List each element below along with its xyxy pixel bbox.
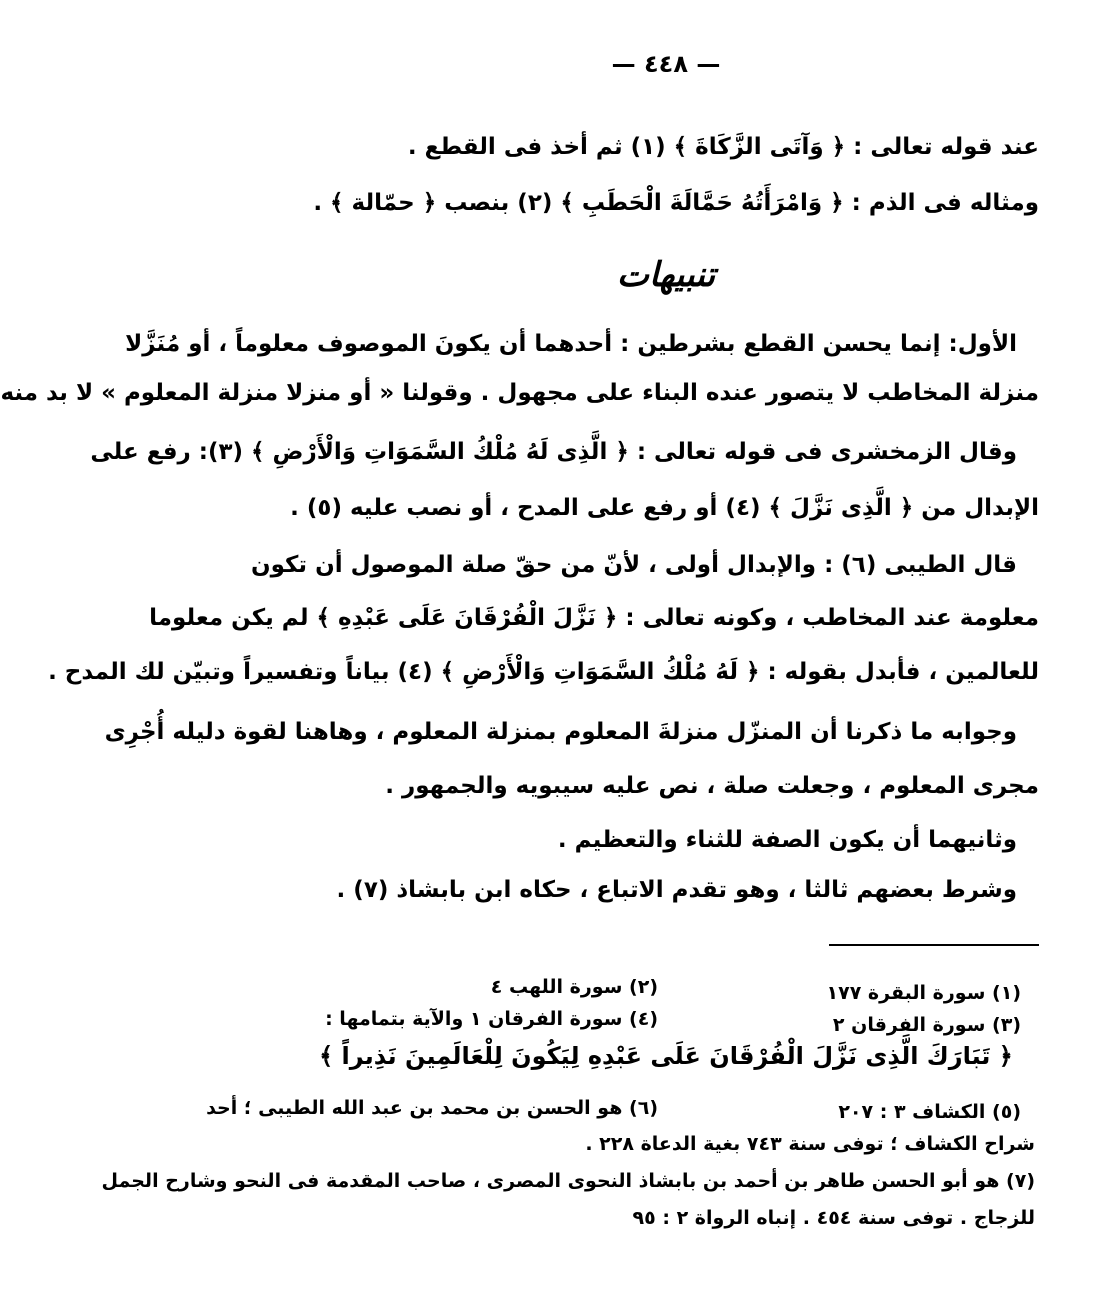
- body-line-5: قال الطيبى (٦) : والإبدال أولى ، لأنّ من حقّ صلة الموصول أن تكون: [251, 552, 1017, 578]
- footnote-7-line-1: (٧) هو أبو الحسن طاهر بن أحمد بن بابشاذ النحوى المصرى ، صاحب المقدمة فى النحو وشارح الجمل: [101, 1170, 1035, 1192]
- body-line-2: منزلة المخاطب لا يتصور عنده البناء على مجهول . وقولنا « أو منزلا منزلة المعلوم » لا بد منه: [0, 380, 1039, 406]
- intro-line-2: ومثاله فى الذم : ﴿ وَامْرَأَتُهُ حَمَّالَةَ الْحَطَبِ ﴾ (٢) بنصب ﴿ حمّالة ﴾ .: [313, 190, 1039, 216]
- body-line-9: مجرى المعلوم ، وجعلت صلة ، نص عليه سيبويه والجمهور .: [385, 773, 1039, 799]
- body-line-3: وقال الزمخشرى فى قوله تعالى : ﴿ الَّذِى لَهُ مُلْكُ السَّمَوَاتِ وَالْأَرْضِ ﴾ (٣): رفع على: [90, 439, 1017, 465]
- footnote-5: (٥) الكشاف ٣ : ٢٠٧: [838, 1101, 1021, 1123]
- footnote-1: (١) سورة البقرة ١٧٧: [826, 982, 1021, 1004]
- footnote-6-line-1: (٦) هو الحسن بن محمد بن عبد الله الطيبى ؛ أحد: [206, 1097, 658, 1119]
- body-line-11: وشرط بعضهم ثالثا ، وهو تقدم الاتباع ، حكاه ابن بابشاذ (٧) .: [336, 877, 1017, 903]
- page-number: — ٤٤٨ —: [611, 50, 721, 78]
- body-line-10: وثانيهما أن يكون الصفة للثناء والتعظيم .: [557, 827, 1017, 853]
- body-line-7: للعالمين ، فأبدل بقوله : ﴿ لَهُ مُلْكُ السَّمَوَاتِ وَالْأَرْضِ ﴾ (٤) بياناً وتفسيراً وتبيّن لك المدح .: [48, 659, 1039, 685]
- body-line-8: وجوابه ما ذكرنا أن المنزّل منزلةَ المعلوم بمنزلة المعلوم ، وهاهنا لقوة دليله أُجْرِى: [104, 719, 1017, 745]
- footnote-separator: [829, 944, 1039, 946]
- footnote-3: (٣) سورة الفرقان ٢: [832, 1014, 1021, 1036]
- section-heading: تنبيهات: [616, 255, 716, 295]
- footnote-6-line-2: شراح الكشاف ؛ توفى سنة ٧٤٣ بغية الدعاة ٢٢٨ .: [585, 1133, 1035, 1155]
- intro-line-1: عند قوله تعالى : ﴿ وَآتَى الزَّكَاةَ ﴾ (١) ثم أخذ فى القطع .: [407, 134, 1039, 160]
- footnote-4: (٤) سورة الفرقان ١ والآية بتمامها :: [325, 1008, 658, 1030]
- footnote-verse: ﴿ تَبَارَكَ الَّذِى نَزَّلَ الْفُرْقَانَ عَلَى عَبْدِهِ لِيَكُونَ لِلْعَالَمِينَ نَذِيراً ﴾: [319, 1042, 1013, 1070]
- footnote-2: (٢) سورة اللهب ٤: [490, 976, 658, 998]
- body-line-1: الأول: إنما يحسن القطع بشرطين : أحدهما أن يكونَ الموصوف معلوماً ، أو مُنَزَّلا: [125, 331, 1017, 357]
- body-line-6: معلومة عند المخاطب ، وكونه تعالى : ﴿ نَزَّلَ الْفُرْقَانَ عَلَى عَبْدِهِ ﴾ لم يكن معلوما: [149, 605, 1039, 631]
- footnote-7-line-2: للزجاج . توفى سنة ٤٥٤ . إنباه الرواة ٢ : ٩٥: [632, 1207, 1035, 1229]
- body-line-4: الإبدال من ﴿ الَّذِى نَزَّلَ ﴾ (٤) أو رفع على المدح ، أو نصب عليه (٥) .: [290, 495, 1039, 521]
